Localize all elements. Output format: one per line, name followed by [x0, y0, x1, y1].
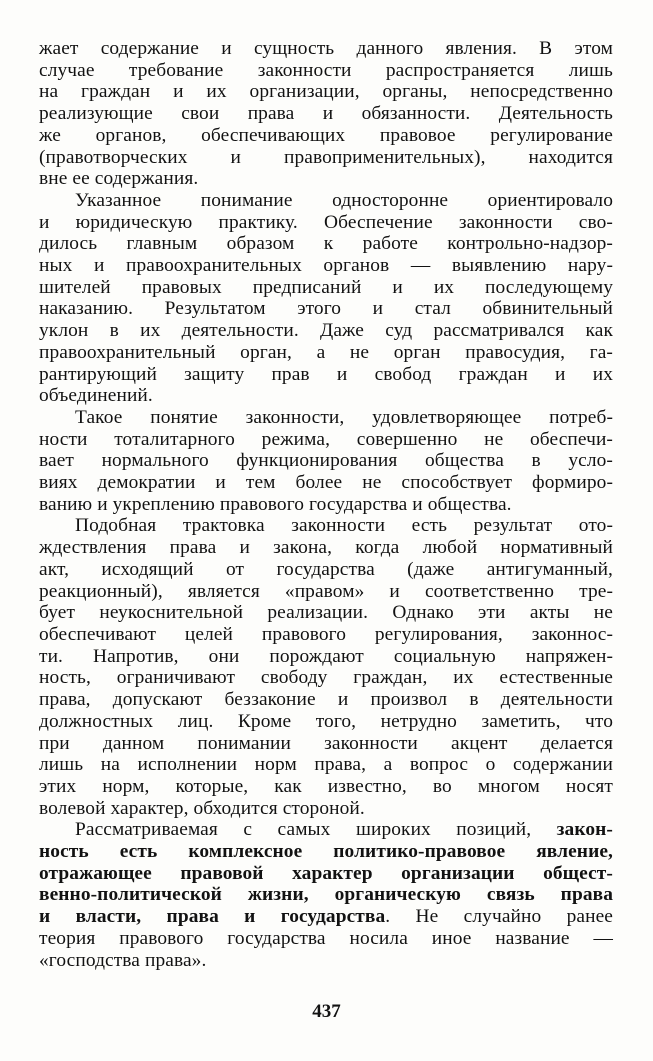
text-line: «господства права».	[39, 949, 207, 971]
text-line: при данном понимании законности акцент делается	[39, 732, 613, 754]
text-line	[39, 906, 613, 928]
text-line: ности тоталитарного режима, совершенно не обеспечи-	[39, 428, 613, 450]
text-line: реакционный), является «правом» и соответственно тре-	[39, 580, 613, 602]
text-run: . Не случайно ранее	[385, 906, 613, 928]
text-line: на граждан и их организации, органы, непосредственно	[39, 81, 613, 103]
text-line: же органов, обеспечивающих правовое регулирование	[39, 124, 613, 146]
text-line	[39, 819, 613, 841]
paragraph-1	[39, 38, 613, 190]
paragraph-5	[39, 819, 613, 971]
text-line: Такое понятие законности, удовлетворяющее потреб-	[75, 406, 613, 428]
text-line: виях демократии и тем более не способствует формиро-	[39, 472, 613, 494]
text-line: этих норм, которые, как известно, во многом носят	[39, 775, 613, 797]
text-line: Подобная трактовка законности есть результат ото-	[75, 515, 613, 537]
body-text	[39, 38, 613, 971]
text-line: лишь на исполнении норм права, а вопрос о содержании	[39, 754, 613, 776]
text-line: реализующие свои права и обязанности. Деятельность	[39, 103, 613, 125]
text-line: бует неукоснительной реализации. Однако эти акты не	[39, 602, 613, 624]
paragraph-4	[39, 515, 613, 819]
text-line: наказанию. Результатом этого и стал обвинительный	[39, 298, 613, 320]
text-line: рантирующий защиту прав и свобод граждан и их	[39, 363, 613, 385]
text-line	[39, 884, 613, 906]
text-line: дилось главным образом к работе контрольно-надзор-	[39, 233, 613, 255]
text-line: ти. Напротив, они порождают социальную напряжен-	[39, 645, 613, 667]
text-line: жает содержание и сущность данного явления. В этом	[39, 38, 613, 59]
text-line	[39, 863, 613, 885]
text-line: ванию и укреплению правового государства и общества.	[39, 493, 512, 515]
text-line: правоохранительный орган, а не орган правосудия, га-	[39, 341, 613, 363]
definition-bold: венно-политической жизни, органическую связь права	[39, 884, 613, 906]
paragraph-3	[39, 407, 613, 516]
definition-bold: отражающее правовой характер организации общест-	[39, 862, 613, 884]
text-line: права, допускают беззаконие и произвол в деятельности	[39, 689, 613, 711]
text-line: объединений.	[39, 385, 153, 407]
page-number: 437	[312, 1001, 341, 1022]
text-line	[39, 841, 613, 863]
text-line: волевой характер, обходится стороной.	[39, 797, 365, 819]
text-line: и юридическую практику. Обеспечение законности сво-	[39, 211, 613, 233]
paragraph-2	[39, 190, 613, 407]
text-line: ждествления права и закона, когда любой нормативный	[39, 537, 613, 559]
text-line: ность, ограничивают свободу граждан, их естественные	[39, 667, 613, 689]
text-line: акт, исходящий от государства (даже антигуманный,	[39, 558, 613, 580]
text-line: вне ее содержания.	[39, 168, 199, 190]
text-line: теория правового государства носила иное название —	[39, 927, 613, 949]
text-line: Указанное понимание односторонне ориентировало	[75, 189, 613, 211]
definition-bold: и власти, права и государства	[39, 906, 386, 928]
text-run: Рассматриваемая с самых широких позиций,	[75, 819, 557, 841]
text-line: ных и правоохранительных органов — выявлению нару-	[39, 255, 613, 277]
text-line: вает нормального функционирования общества в усло-	[39, 450, 613, 472]
text-line: шителей правовых предписаний и их последующему	[39, 276, 613, 298]
definition-bold: ность есть комплексное политико-правовое явление,	[39, 841, 613, 863]
definition-bold: закон-	[556, 819, 613, 841]
text-line: (правотворческих и правоприменительных), находится	[39, 146, 613, 168]
text-line: должностных лиц. Кроме того, нетрудно заметить, что	[39, 710, 613, 732]
text-line: обеспечивают целей правового регулирования, законнос-	[39, 623, 613, 645]
text-line: уклон в их деятельности. Даже суд рассматривался как	[39, 320, 613, 342]
text-line: случае требование законности распространяется лишь	[39, 59, 613, 81]
